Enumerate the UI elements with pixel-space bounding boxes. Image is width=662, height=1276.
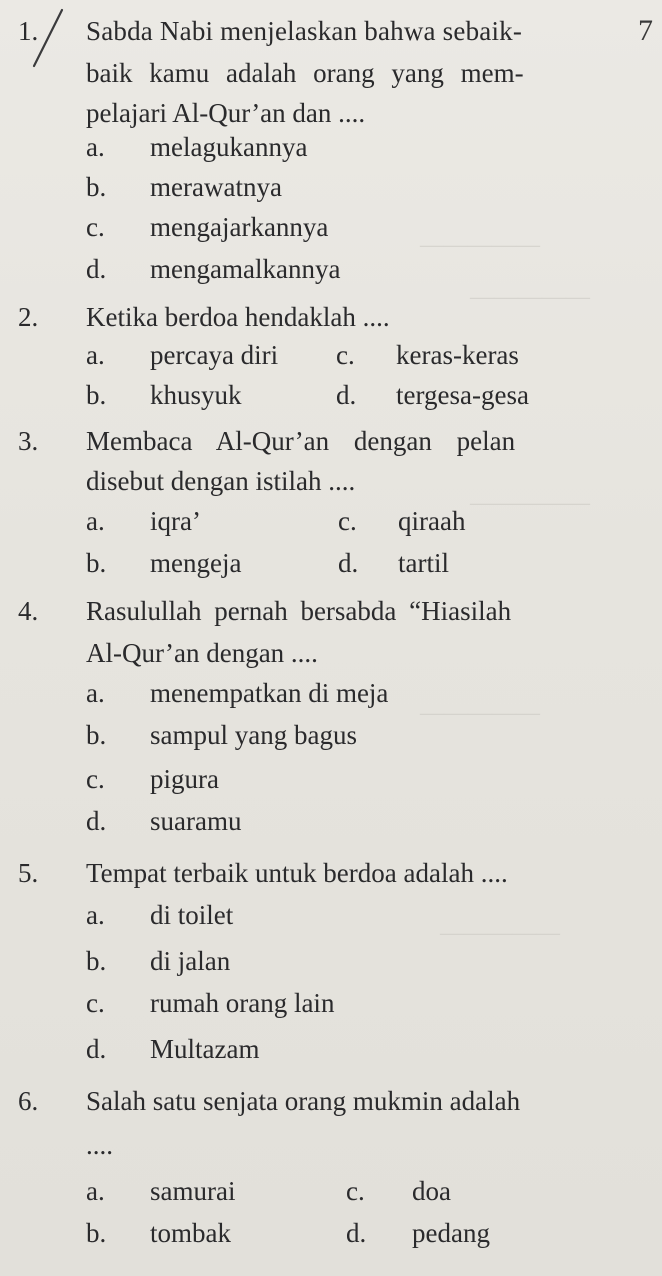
option-letter: b. [86,380,107,410]
question-text-line: .... [86,1130,113,1160]
option-text: mengeja [150,548,242,578]
option-letter: d. [338,548,359,578]
option-letter: c. [86,212,105,242]
option-text: merawatnya [150,172,282,202]
question-text-line: Tempat terbaik untuk berdoa adalah .... [86,858,508,888]
option-text: melagukannya [150,132,308,162]
option-text: mengajarkannya [150,212,329,242]
option-letter: c. [338,506,357,536]
margin-number: 7 [638,14,653,47]
option-letter: b. [86,1218,107,1248]
option-text: tombak [150,1218,231,1248]
option-text: di toilet [150,900,234,930]
question-text-line: pelajari Al-Qur’an dan .... [86,98,366,128]
option-text: rumah orang lain [150,988,335,1018]
option-text: mengamalkannya [150,254,341,284]
question-number: 3. [18,426,39,456]
option-letter: d. [346,1218,367,1248]
option-text: tergesa-gesa [396,380,529,410]
option-letter: a. [86,132,105,162]
option-letter: b. [86,548,107,578]
question-text-line: Rasulullah pernah bersabda “Hiasilah [86,596,512,626]
option-text: sampul yang bagus [150,720,357,750]
option-text: suaramu [150,806,242,836]
question-number: 2. [18,302,39,332]
option-letter: b. [86,946,107,976]
option-letter: d. [336,380,357,410]
option-letter: a. [86,340,105,370]
option-letter: c. [346,1176,365,1206]
option-text: di jalan [150,946,231,976]
option-text: menempatkan di meja [150,678,389,708]
option-letter: a. [86,900,105,930]
option-letter: c. [86,764,105,794]
option-text: Multazam [150,1034,260,1064]
option-text: samurai [150,1176,236,1206]
question-text-line: disebut dengan istilah .... [86,466,356,496]
option-letter: a. [86,678,105,708]
option-letter: c. [86,988,105,1018]
option-text: pigura [150,764,219,794]
option-letter: a. [86,1176,105,1206]
option-letter: d. [86,806,107,836]
option-text: khusyuk [150,380,242,410]
option-letter: d. [86,254,107,284]
option-text: qiraah [398,506,466,536]
option-letter: a. [86,506,105,536]
option-letter: c. [336,340,355,370]
question-text-line: Salah satu senjata orang mukmin adalah [86,1086,521,1116]
option-text: keras-keras [396,340,519,370]
question-number: 4. [18,596,39,626]
question-number: 5. [18,858,39,888]
option-letter: b. [86,720,107,750]
option-letter: d. [86,1034,107,1064]
question-text-line: baik kamu adalah orang yang mem- [86,58,524,88]
question-text-line: Sabda Nabi menjelaskan bahwa sebaik- [86,16,523,46]
option-text: iqra’ [150,506,201,536]
option-text: pedang [412,1218,490,1248]
question-text-line: Membaca Al-Qur’an dengan pelan [86,426,516,456]
question-text-line: Al-Qur’an dengan .... [86,638,318,668]
question-text-line: Ketika berdoa hendaklah .... [86,302,390,332]
option-letter: b. [86,172,107,202]
question-number: 1. [18,16,39,46]
question-number: 6. [18,1086,39,1116]
option-text: tartil [398,548,449,578]
option-text: doa [412,1176,451,1206]
option-text: percaya diri [150,340,279,370]
